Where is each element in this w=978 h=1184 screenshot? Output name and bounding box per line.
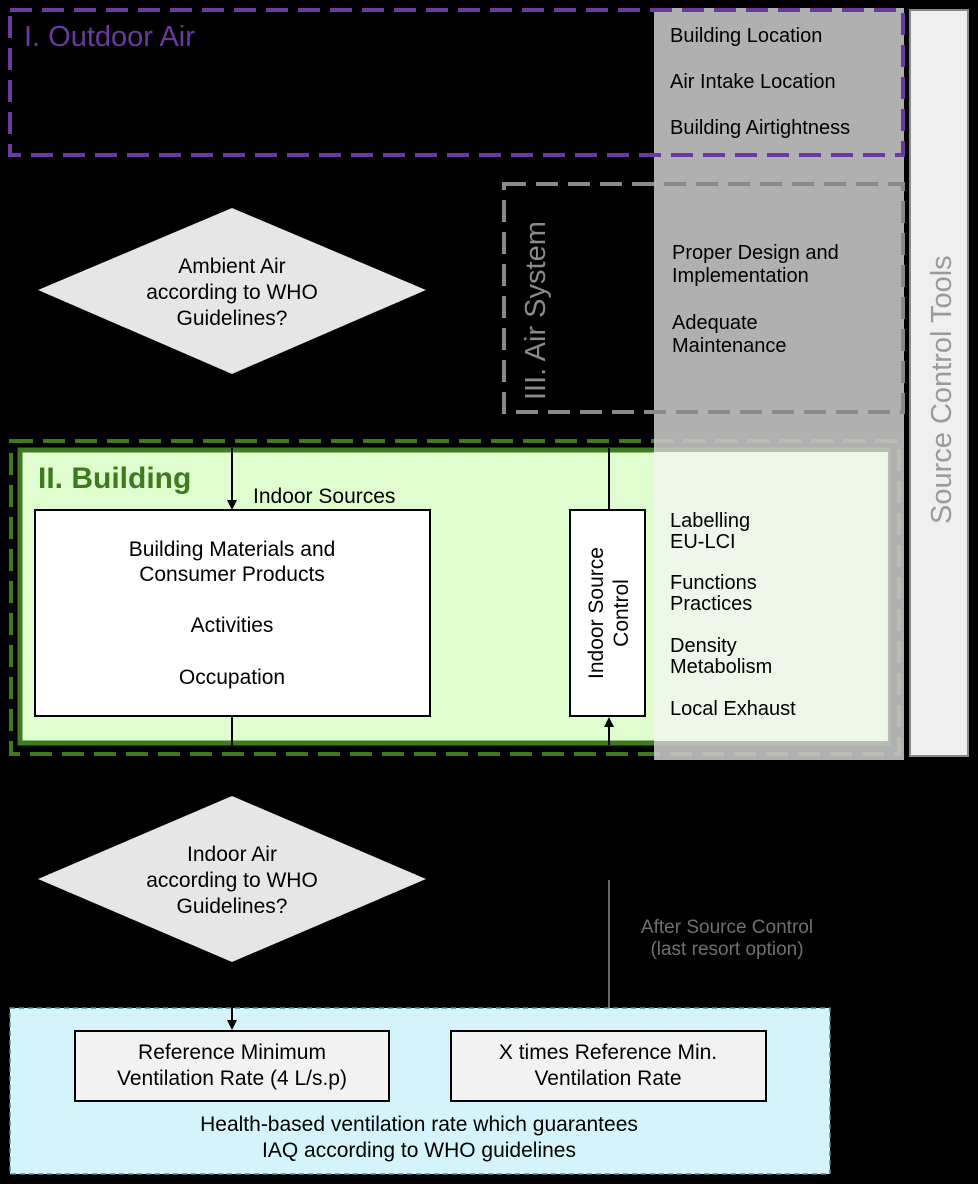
air-system-item-design-1: Proper Design and xyxy=(672,242,839,264)
after-control-line1: After Source Control xyxy=(640,917,814,938)
air-system-item-maint-2: Maintenance xyxy=(672,335,787,357)
air-system-item-maint-1: Adequate xyxy=(672,312,758,334)
building-title: II. Building xyxy=(38,462,192,495)
control-item-labelling-2: EU-LCI xyxy=(670,531,736,553)
sources-line-1: Building Materials and xyxy=(128,538,336,561)
air-system-title: III. Air System xyxy=(520,221,552,400)
indoor-sources-label: Indoor Sources xyxy=(253,485,396,508)
control-item-density-1: Density xyxy=(670,635,737,657)
outdoor-air-title: I. Outdoor Air xyxy=(24,21,195,53)
control-item-labelling-1: Labelling xyxy=(670,510,751,532)
outdoor-item-airtightness: Building Airtightness xyxy=(670,117,851,139)
sources-line-3: Activities xyxy=(190,614,274,637)
decision-ambient-line2: according to WHO xyxy=(146,281,318,304)
x-times-line2: Ventilation Rate xyxy=(534,1067,682,1090)
reference-line2: Ventilation Rate (4 L/s.p) xyxy=(117,1067,347,1090)
health-note-line1: Health-based ventilation rate which guarantees xyxy=(200,1113,638,1136)
decision-indoor-line3: Guidelines? xyxy=(176,895,288,918)
decision-ambient-line3: Guidelines? xyxy=(176,307,288,330)
reference-line1: Reference Minimum xyxy=(138,1041,326,1064)
x-times-line1: X times Reference Min. xyxy=(498,1041,718,1064)
health-note-line2: IAQ according to WHO guidelines xyxy=(262,1139,576,1162)
decision-indoor-line2: according to WHO xyxy=(146,869,318,892)
outdoor-item-intake: Air Intake Location xyxy=(670,71,836,93)
indoor-control-line1: Indoor Source xyxy=(585,547,608,679)
source-control-tools-label: Source Control Tools xyxy=(926,255,958,524)
control-item-functions-2: Practices xyxy=(670,593,753,615)
control-item-density-2: Metabolism xyxy=(670,656,773,678)
decision-indoor-line1: Indoor Air xyxy=(187,843,277,866)
sources-line-2: Consumer Products xyxy=(139,563,325,586)
sources-line-4: Occupation xyxy=(178,666,286,689)
outdoor-item-location: Building Location xyxy=(670,25,823,47)
control-item-exhaust: Local Exhaust xyxy=(670,698,796,720)
decision-ambient-line1: Ambient Air xyxy=(178,255,286,278)
indoor-control-line2: Control xyxy=(610,579,633,647)
after-control-line2: (last resort option) xyxy=(650,939,804,960)
air-system-item-design-2: Implementation xyxy=(672,265,809,287)
control-item-functions-1: Functions xyxy=(670,572,757,594)
